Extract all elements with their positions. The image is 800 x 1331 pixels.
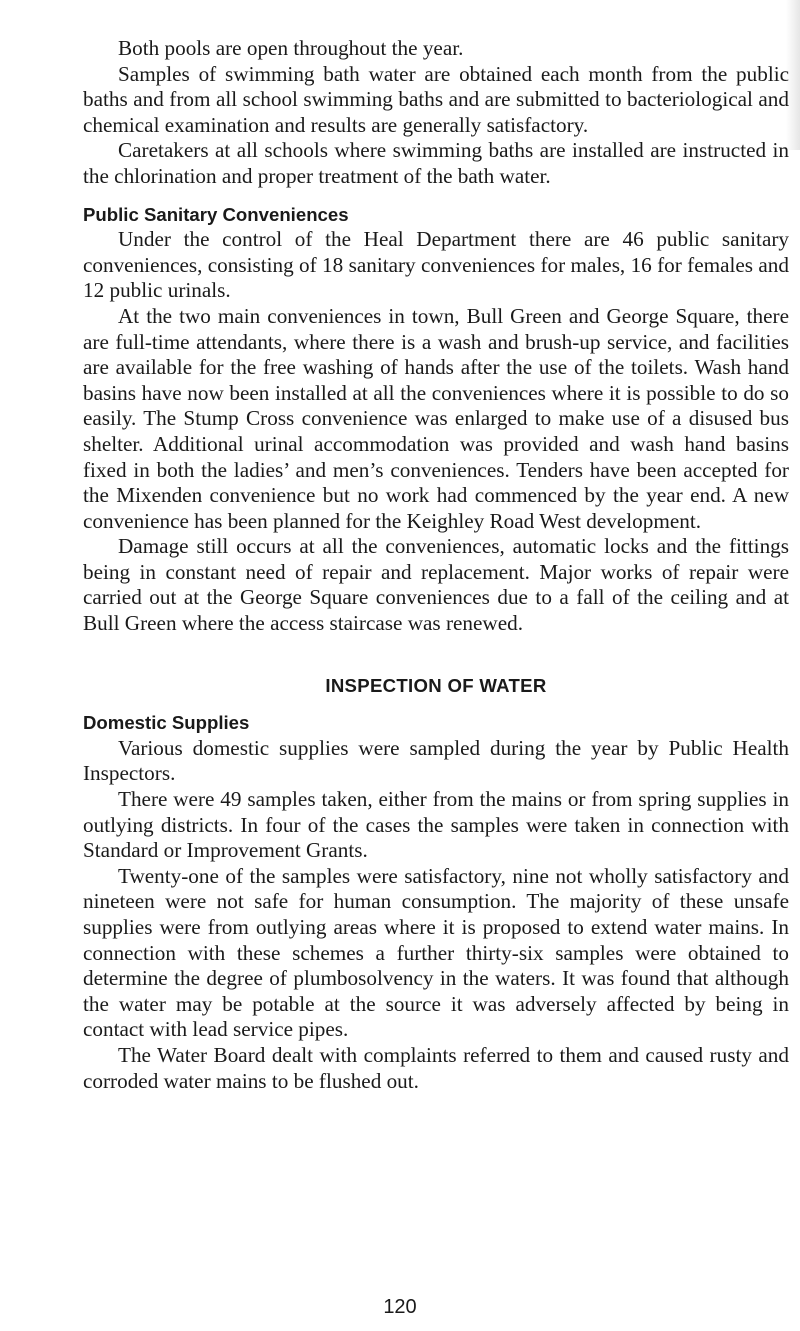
page-number: 120 bbox=[383, 1296, 417, 1318]
spacer bbox=[83, 190, 789, 202]
paragraph-domestic-sampled: Various domestic supplies were sampled during the year by Public Health Inspectors. bbox=[83, 735, 789, 786]
paragraph-caretakers: Caretakers at all schools where swimming baths are installed are instructed in the chlorination and proper treatment of the bath water. bbox=[83, 138, 789, 188]
spacer bbox=[83, 698, 789, 710]
spacer bbox=[83, 637, 789, 673]
paragraph-conveniences-count: Under the control of the Heal Department there are 46 public sanitary conveniences, consisting of 18 sanitary conveniences for males, 16 for females and 12 public urinals. bbox=[83, 227, 789, 303]
paragraph-swimming-samples: Samples of swimming bath water are obtained each month from the public baths and from all school swimming baths and are submitted to bacteriological and chemical examination and results are generally satisfactory. bbox=[83, 61, 789, 137]
paragraph-water-board: The Water Board dealt with complaints referred to them and caused rusty and corroded water mains to be flushed out. bbox=[83, 1042, 789, 1093]
paragraph-main-conveniences: At the two main conveniences in town, Bull Green and George Square, there are full-time attendants, where there is a wash and brush-up service, and facilities are available for the free washing of hands after the use of the toilets. Wash hand basins have now been installed at all the conveniences where it is possible to do so easily. The Stump Cross convenience was enlarged to make use of a disused bus shelter. Additional urinal accommodation was provided and wash hand basins fixed in both the ladies’ and men’s conveniences. Tenders have been accepted for the Mixenden convenience but no work had commenced by the year end. A new convenience has been planned for the Keighley Road West development. bbox=[83, 303, 789, 533]
paragraph-damage: Damage still occurs at all the conveniences, automatic locks and the fittings being in constant need of repair and replacement. Major works of repair were carried out at the George Square conveniences due to a fall of the ceiling and at Bull Green where the access staircase was renewed. bbox=[83, 534, 789, 636]
document-page bbox=[83, 36, 789, 1094]
paragraph-pools-open: Both pools are open throughout the year. bbox=[118, 36, 464, 60]
heading-domestic-supplies: Domestic Supplies bbox=[83, 712, 250, 734]
section-title-inspection-of-water: INSPECTION OF WATER bbox=[325, 674, 547, 696]
heading-public-sanitary-conveniences: Public Sanitary Conveniences bbox=[83, 203, 349, 225]
paragraph-sample-results: Twenty-one of the samples were satisfactory, nine not wholly satisfactory and nineteen were not safe for human consumption. The majority of these unsafe supplies were from outlying areas where it is proposed to extend water mains. In connection with these schemes a further thirty-six samples were obtained to determine the degree of plumbosolvency in the waters. It was found that although the water may be potable at the source it was adversely affected by being in contact with lead service pipes. bbox=[83, 863, 789, 1042]
paragraph-samples-taken: There were 49 samples taken, either from the mains or from spring supplies in outlying districts. In four of the cases the samples were taken in connection with Standard or Improvement Grants. bbox=[83, 787, 789, 863]
